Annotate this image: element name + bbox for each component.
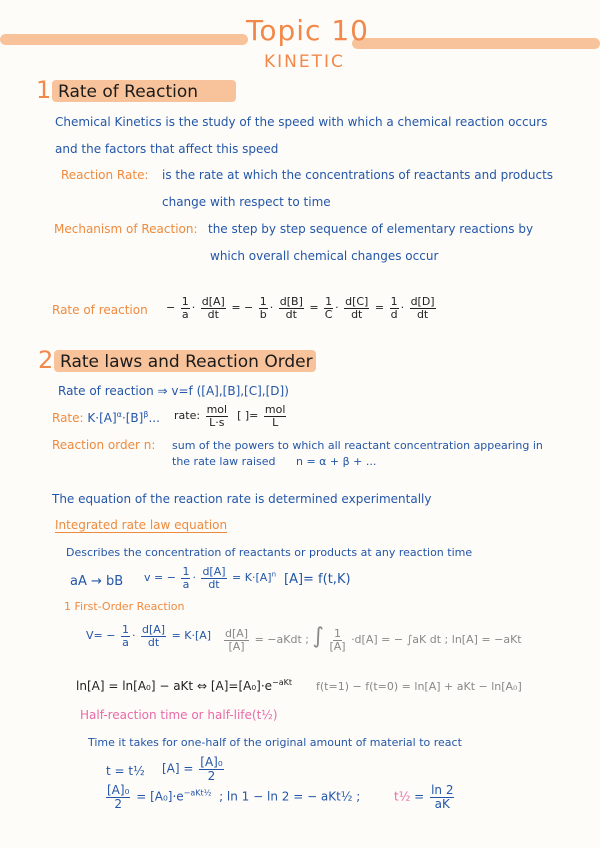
mechanism-def1: the step by step sequence of elementary reactions by (208, 222, 534, 236)
section1-intro-line1: Chemical Kinetics is the study of the speed with which a chemical reaction occurs (55, 115, 548, 129)
reaction-order-def2: the rate law raised (172, 455, 276, 468)
page-title: Topic 10 (246, 14, 369, 47)
reaction-rate-term: Reaction Rate: (61, 168, 149, 182)
section1-intro-line2: and the factors that affect this speed (55, 142, 279, 156)
integrated-describes: Describes the concentration of reactants or products at any reaction time (66, 546, 473, 559)
title-highlight-left (0, 34, 248, 45)
rate-of-reaction-function: Rate of reaction ⇒ v=f ([A],[B],[C],[D]) (58, 384, 289, 398)
rate-of-reaction-label: Rate of reaction (52, 303, 148, 317)
reaction-arrow: aA → bB (70, 574, 124, 589)
rate-equation: − $\frac{1}{a}$ · $\frac{d[A]}{dt}$ = − $\frac{1}{b}$ · $\frac{d[B]}{dt}$ = $\frac{1}{C}$ · $\frac{d[C]}{dt}$ = $\frac{1}{d}$ · $\frac{d[D]}{dt}$ (166, 295, 435, 321)
first-order-rate: V= − $\frac{1}{a}$ · $\frac{d[A]}{dt}$ = K·[A] (86, 623, 212, 649)
reaction-rate-def2: change with respect to time (162, 195, 331, 209)
half-life-definition: Time it takes for one-half of the original amount of material to react (88, 736, 462, 749)
reaction-rate-def1: is the rate at which the concentrations of reactants and products (162, 168, 554, 182)
mechanism-term: Mechanism of Reaction: (54, 222, 198, 236)
section1-number: 1 (36, 76, 52, 104)
half-life-result: t½ = $\frac{\ln 2}{aK}$ (394, 783, 454, 811)
mechanism-def2: which overall chemical changes occur (210, 249, 439, 263)
rate-law-expression: Rate: $K\cdot[A]^\alpha\cdot[B]^\beta$... (52, 410, 160, 425)
half-life-t: t = t½ (106, 764, 145, 778)
title-highlight-right (352, 38, 600, 49)
ln-difference: f(t=1) − f(t=0) = ln[A] + aKt − ln[A₀] (316, 680, 522, 693)
experimental-note: The equation of the reaction rate is determined experimentally (52, 492, 432, 506)
section2-title: Rate laws and Reaction Order (60, 352, 313, 372)
reaction-order-def1: sum of the powers to which all reactant concentration appearing in (172, 439, 543, 452)
rate-units: rate: $\frac{\text{mol}}{L\cdot s}$ [ ]= $\frac{\text{mol}}{L}$ (174, 403, 286, 429)
page-subtitle: KINETIC (264, 52, 345, 72)
concentration-function: [A]= f(t,K) (284, 572, 351, 587)
section1-title: Rate of Reaction (58, 82, 199, 102)
half-life-title: Half-reaction time or half-life(t½) (80, 708, 278, 722)
first-order-heading: 1 First-Order Reaction (64, 600, 185, 613)
integrated-rate-law-title: Integrated rate law equation (55, 518, 228, 532)
section2-number: 2 (38, 346, 54, 374)
reaction-order-formula: n = α + β + ... (296, 455, 377, 468)
integrated-v-equation: v = − $\frac{1}{a}$ · $\frac{d[A]}{dt}$ = $K\cdot[A]^n$ (144, 565, 276, 591)
half-life-derivation: $\frac{\text{[A]₀}}{2}$ = $[A_0]\cdot e^{-aKt\frac{1}{2}}$ ; ln 1 − ln 2 = − aKt½ ; (107, 783, 361, 811)
first-order-derivation: $\frac{d[A]}{[A]}$ = −aKdt ; ∫ $\frac{1}{[A]}$ ·d[A] = − ∫aK dt ; ln[A] = −aKt (225, 624, 522, 653)
half-life-A: [A] = $\frac{\text{[A]₀}}{2}$ (162, 755, 223, 783)
ln-equation: ln[A] = ln[A₀] − aKt ⇔ $[A]=[A_0]\cdot e^{-aKt}$ (76, 678, 293, 693)
reaction-order-term: Reaction order n: (52, 438, 156, 452)
